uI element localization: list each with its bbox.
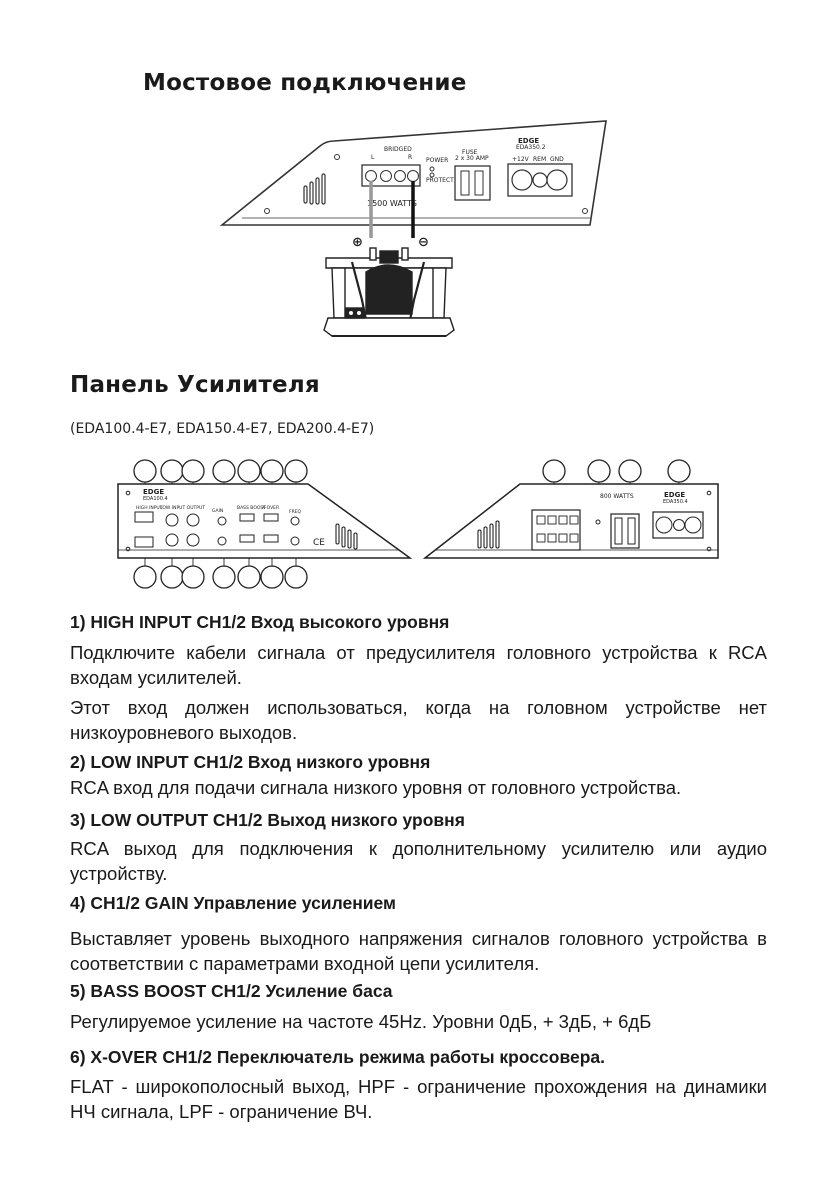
panel-diagram [0,452,839,592]
bridge-diagram [0,110,839,350]
minus-terminal-icon: ⊖ [418,235,429,250]
low-io-label: LOW INPUT OUTPUT [160,506,205,511]
section-2-paragraph: RCA вход для подачи сигнала низкого уровня от головного устройства. [70,777,682,798]
section-5-paragraph: Регулируемое усиление на частоте 45Hz. Уровни 0дБ, + 3дБ, + 6дБ [70,1011,652,1032]
section-6-heading: 6) X-OVER CH1/2 Переключатель режима работы кроссовера. [70,1047,606,1067]
x-over-label: X-OVER [262,506,280,511]
bridge-brand: EDGE [518,137,540,145]
bridge-watts: 1500 WATTS [367,199,417,208]
terminal-label-rem: REM [533,156,547,163]
right-watts: 800 WATTS [600,493,634,500]
fuse-label: FUSE [462,149,478,156]
subwoofer-icon [324,248,454,336]
terminal-label-gnd: GND [550,156,564,163]
panel-title: Панель Усилителя [70,372,320,398]
section-1-paragraph-1: Подключите кабели сигнала от предусилителя головного устройства к RCA входам усилителей. [70,642,767,688]
section-3-heading: 3) LOW OUTPUT CH1/2 Выход низкого уровня [70,810,465,830]
gain-label: GAIN [212,509,224,514]
protect-label: PROTECT [426,177,454,184]
panel-models: (EDA100.4-E7, EDA150.4-E7, EDA200.4-E7) [70,421,375,437]
bass-boost-label: BASS BOOST [237,506,267,511]
bridged-label: BRIDGED [384,146,412,153]
ce-mark: CE [313,538,325,548]
fuse-holder [455,166,490,200]
section-5-heading: 5) BASS BOOST CH1/2 Усиление баса [70,981,393,1001]
section-4-heading: 4) CH1/2 GAIN Управление усилением [70,893,396,913]
right-model: EDA350.4 [663,499,688,505]
fuse-rating: 2 x 30 AMP [455,155,489,162]
plus-terminal-icon: ⊕ [352,235,363,250]
bridge-title: Мостовое подключение [143,70,467,96]
section-2-heading: 2) LOW INPUT CH1/2 Вход низкого уровня [70,752,431,772]
section-4-paragraph: Выставляет уровень выходного напряжения сигналов головного устройства в соответствии с параметрами входной цепи усилителя. [70,928,767,974]
channel-left-label: L [371,154,375,161]
section-1-heading: 1) HIGH INPUT CH1/2 Вход высокого уровня [70,612,450,632]
section-3-paragraph: RCA выход для подключения к дополнительному усилителю или аудио устройству. [70,838,767,884]
power-label: POWER [426,157,449,164]
freq-label: FREQ [289,510,302,515]
power-terminal-block [508,164,572,196]
right-power-terminals [653,512,703,538]
section-6-paragraph: FLAT - широкополосный выход, HPF - ограничение прохождения на динамики НЧ сигнала, LPF - ограничение ВЧ. [70,1076,767,1122]
high-input-label: HIGH INPUT [136,506,163,511]
right-brand: EDGE [664,491,686,499]
bridge-model: EDA350.2 [516,144,546,151]
channel-right-label: R [408,154,413,161]
terminal-label-12v: +12V [512,156,529,163]
section-1-paragraph-2: Этот вход должен использоваться, когда на головном устройстве нет низкоуровневого выходов. [70,697,767,743]
left-model: EDA100.4 [143,496,168,502]
left-brand: EDGE [143,488,165,496]
